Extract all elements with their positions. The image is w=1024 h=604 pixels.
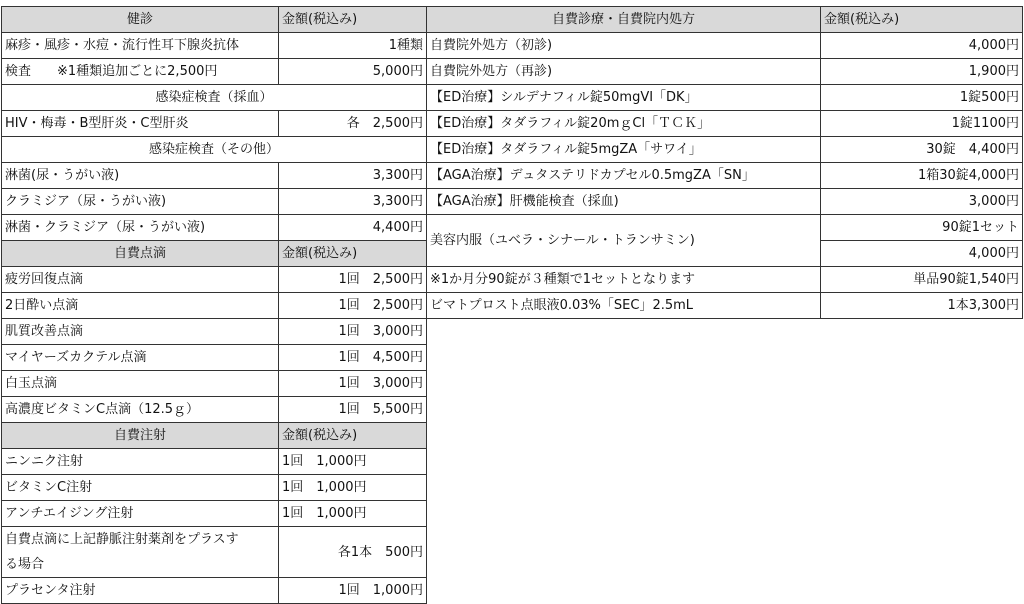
blood-test-item: HIV・梅毒・B型肝炎・C型肝炎 [2, 111, 279, 137]
drip-price-header: 金額(税込み) [279, 241, 427, 267]
self-pay-item: 【ED治療】タダラフィル錠20mｇCl「ＴＣＫ」 [427, 111, 821, 137]
section-row [2, 85, 427, 111]
self-pay-item: 【ED治療】シルデナフィル錠50mgVI「DK」 [427, 85, 821, 111]
drip-item: 白玉点滴 [2, 371, 279, 397]
drip-item: 肌質改善点滴 [2, 319, 279, 345]
other-test-item: 淋菌(尿・うがい液) [2, 163, 279, 189]
other-test-item: 淋菌・クラミジア（尿・うがい液) [2, 215, 279, 241]
plus-injection-item [2, 527, 279, 578]
kenshin-item: 検査 ※1種類追加ごとに2,500円 [2, 59, 279, 85]
table-row [2, 527, 427, 578]
self-pay-header-row [427, 7, 1023, 33]
right-price-table [426, 6, 1023, 319]
kenshin-header-row [2, 7, 427, 33]
table-row [2, 501, 427, 527]
other-test-item: クラミジア（尿・うがい液) [2, 189, 279, 215]
self-pay-item: 自費院外処方（再診) [427, 59, 821, 85]
table-row [2, 449, 427, 475]
self-pay-item: 【AGA治療】肝機能検査（採血) [427, 189, 821, 215]
left-price-table [1, 6, 427, 604]
kenshin-price: 5,000円 [279, 59, 427, 85]
drip-price: 1回 2,500円 [279, 267, 427, 293]
injection-price: 1回 1,000円 [279, 475, 427, 501]
placenta-item: プラセンタ注射 [2, 578, 279, 604]
bimatoprost-item: ビマトプロスト点眼液0.03%「SEC」2.5mL [427, 293, 821, 319]
self-pay-item: 【AGA治療】デュタステリドカプセル0.5mgZA「SN」 [427, 163, 821, 189]
drip-item: 2日酔い点滴 [2, 293, 279, 319]
table-row [427, 137, 1023, 163]
self-pay-price: 30錠 4,400円 [821, 137, 1023, 163]
plus-injection-line2: る場合 [5, 557, 45, 572]
other-test-price: 4,400円 [279, 215, 427, 241]
kenshin-item: 麻疹・風疹・水痘・流行性耳下腺炎抗体 [2, 33, 279, 59]
drip-price: 1回 3,000円 [279, 319, 427, 345]
table-row [427, 215, 1023, 241]
table-row [2, 33, 427, 59]
self-pay-price: 1錠500円 [821, 85, 1023, 111]
drip-header-row [2, 241, 427, 267]
drip-price: 1回 2,500円 [279, 293, 427, 319]
drip-price: 1回 4,500円 [279, 345, 427, 371]
kenshin-price: 1種類 [279, 33, 427, 59]
injection-item: ビタミンC注射 [2, 475, 279, 501]
table-row [2, 215, 427, 241]
beauty-price-line1: 90錠1セット [821, 215, 1023, 241]
table-row [427, 163, 1023, 189]
self-pay-item: 【ED治療】タダラフィル錠5mgZA「サワイ」 [427, 137, 821, 163]
drip-price: 1回 5,500円 [279, 397, 427, 423]
table-row [2, 163, 427, 189]
self-pay-price: 1錠1100円 [821, 111, 1023, 137]
beauty-item: 美容内服（ユベラ・シナール・トランサミン) [427, 215, 821, 267]
injection-item: ニンニク注射 [2, 449, 279, 475]
injection-price: 1回 1,000円 [279, 501, 427, 527]
table-row [427, 111, 1023, 137]
self-pay-header: 自費診療・自費院内処方 [427, 7, 821, 33]
self-pay-price-header: 金額(税込み) [821, 7, 1023, 33]
self-pay-item: 自費院外処方（初診) [427, 33, 821, 59]
drip-header: 自費点滴 [2, 241, 279, 267]
table-row [427, 85, 1023, 111]
table-row [2, 189, 427, 215]
table-row [2, 293, 427, 319]
other-test-price: 3,300円 [279, 163, 427, 189]
injection-price: 1回 1,000円 [279, 449, 427, 475]
drip-item: 高濃度ビタミンC点滴（12.5ｇ） [2, 397, 279, 423]
table-row [2, 345, 427, 371]
self-pay-price: 1箱30錠4,000円 [821, 163, 1023, 189]
table-row [427, 33, 1023, 59]
section-row [2, 137, 427, 163]
placenta-price: 1回 1,000円 [279, 578, 427, 604]
self-pay-price: 3,000円 [821, 189, 1023, 215]
self-pay-price: 4,000円 [821, 33, 1023, 59]
table-row [2, 475, 427, 501]
beauty-price-line2: 4,000円 [821, 241, 1023, 267]
injection-header-row [2, 423, 427, 449]
table-row [2, 267, 427, 293]
table-row [2, 111, 427, 137]
drip-item: 疲労回復点滴 [2, 267, 279, 293]
table-row [2, 319, 427, 345]
table-row [427, 59, 1023, 85]
other-test-price: 3,300円 [279, 189, 427, 215]
table-row [427, 189, 1023, 215]
self-pay-price: 1,900円 [821, 59, 1023, 85]
beauty-note: ※1か月分90錠が３種類で1セットとなります [427, 267, 821, 293]
table-row [427, 267, 1023, 293]
injection-header: 自費注射 [2, 423, 279, 449]
table-row [2, 371, 427, 397]
table-row [2, 578, 427, 604]
kenshin-header: 健診 [2, 7, 279, 33]
blood-test-price: 各 2,500円 [279, 111, 427, 137]
table-row [427, 293, 1023, 319]
table-row [2, 59, 427, 85]
plus-injection-line1: 自費点滴に上記静脈注射薬剤をプラスす [5, 532, 239, 547]
bimatoprost-price: 1本3,300円 [821, 293, 1023, 319]
table-row [2, 397, 427, 423]
blood-test-section-title: 感染症検査（採血） [2, 85, 427, 111]
plus-injection-price: 各1本 500円 [279, 527, 427, 578]
injection-price-header: 金額(税込み) [279, 423, 427, 449]
kenshin-price-header: 金額(税込み) [279, 7, 427, 33]
drip-price: 1回 3,000円 [279, 371, 427, 397]
beauty-note-price: 単品90錠1,540円 [821, 267, 1023, 293]
injection-item: アンチエイジング注射 [2, 501, 279, 527]
other-test-section-title: 感染症検査（その他） [2, 137, 427, 163]
drip-item: マイヤーズカクテル点滴 [2, 345, 279, 371]
